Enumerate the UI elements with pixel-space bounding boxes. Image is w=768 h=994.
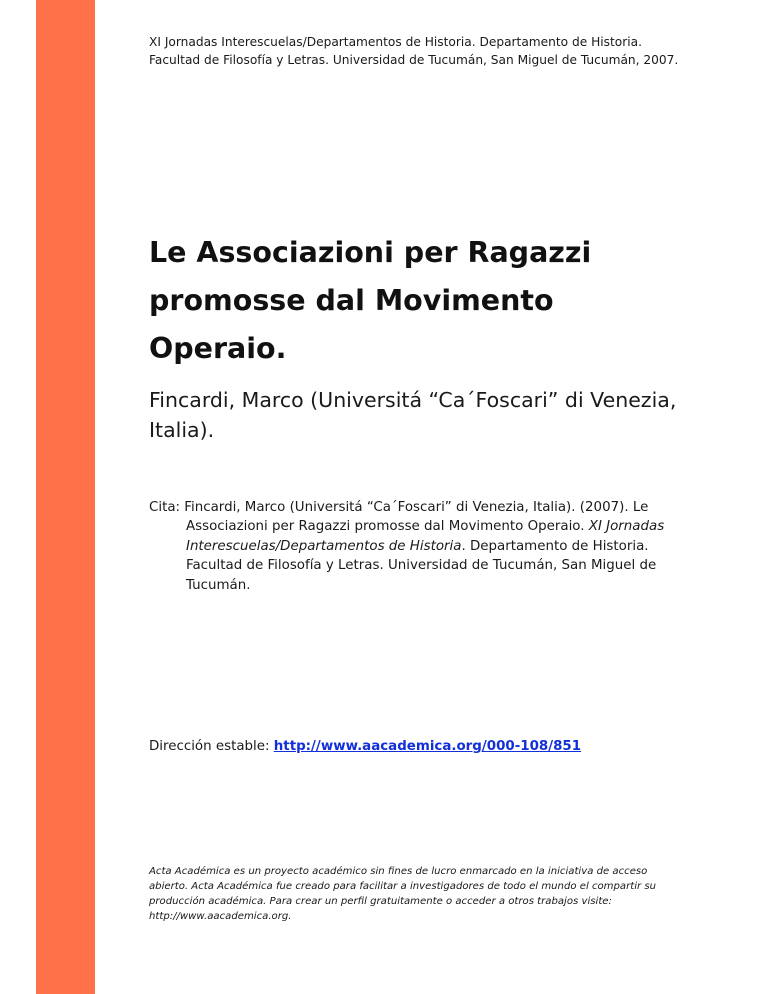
document-title: Le Associazioni per Ragazzi promosse dal Movimento Operaio. <box>149 236 592 365</box>
citation-block <box>149 498 689 595</box>
event-header-note: XI Jornadas Interescuelas/Departamentos de Historia. Departamento de Historia. Facultad de Filosofía y Letras. Universidad de Tucumán, San Miguel de Tucumán, 2007. <box>149 35 679 67</box>
stable-address-link[interactable]: http://www.aacademica.org/000-108/851 <box>273 739 582 754</box>
footer-note: Acta Académica es un proyecto académico sin fines de lucro enmarcado en la iniciativa de acceso abierto. Acta Académica fue creado para facilitar a investigadores de todo el mundo el compartir su producción académica. Para crear un perfil gratuitamente o acceder a otros trabajos visite: http://www.aacademica.org. <box>149 866 657 922</box>
author-line: Fincardi, Marco (Universitá “Ca´Foscari” di Venezia, Italia). <box>149 388 677 442</box>
side-color-bar <box>36 0 95 994</box>
stable-address <box>149 737 689 756</box>
stable-address-label: Dirección estable: <box>149 739 274 754</box>
citation-text: Cita: Fincardi, Marco (Universitá “Ca´Foscari” di Venezia, Italia). (2007). Le Associazioni per Ragazzi promosse dal Movimento Operaio. <box>149 500 649 535</box>
citation-event-name: XI Jornadas Interescuelas/Departamentos de Historia <box>186 519 665 554</box>
citation-text-end: . Departamento de Historia. Facultad de Filosofía y Letras. Universidad de Tucumán, San Miguel de Tucumán. <box>186 538 657 593</box>
